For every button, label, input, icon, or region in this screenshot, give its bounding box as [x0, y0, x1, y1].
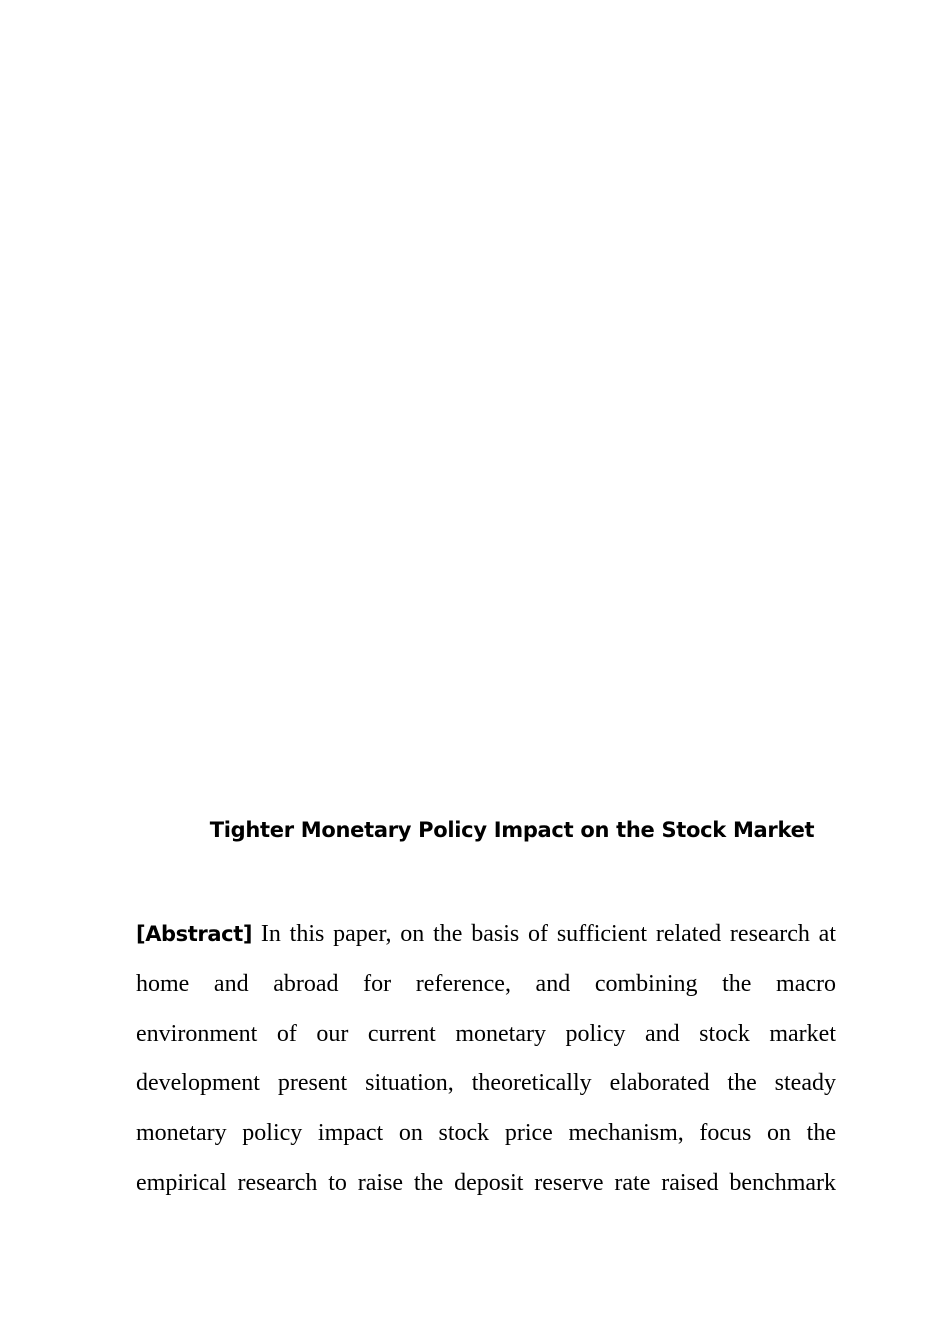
abstract-line — [136, 910, 836, 960]
abstract-label: [Abstract] — [136, 922, 253, 946]
abstract-line-text: In this paper, on the basis of sufficient related research at — [252, 921, 836, 947]
paper-title: Tighter Monetary Policy Impact on the Stock Market — [209, 818, 815, 842]
abstract-line: development present situation, theoretically elaborated the steady — [136, 1070, 836, 1097]
abstract-line: home and abroad for reference, and combining the macro — [136, 970, 836, 997]
abstract-line: empirical research to raise the deposit reserve rate raised benchmark — [136, 1169, 836, 1196]
abstract-line: environment of our current monetary policy and stock market — [136, 1020, 836, 1047]
abstract-paragraph — [136, 910, 836, 1209]
abstract-line: monetary policy impact on stock price mechanism, focus on the — [136, 1120, 836, 1147]
